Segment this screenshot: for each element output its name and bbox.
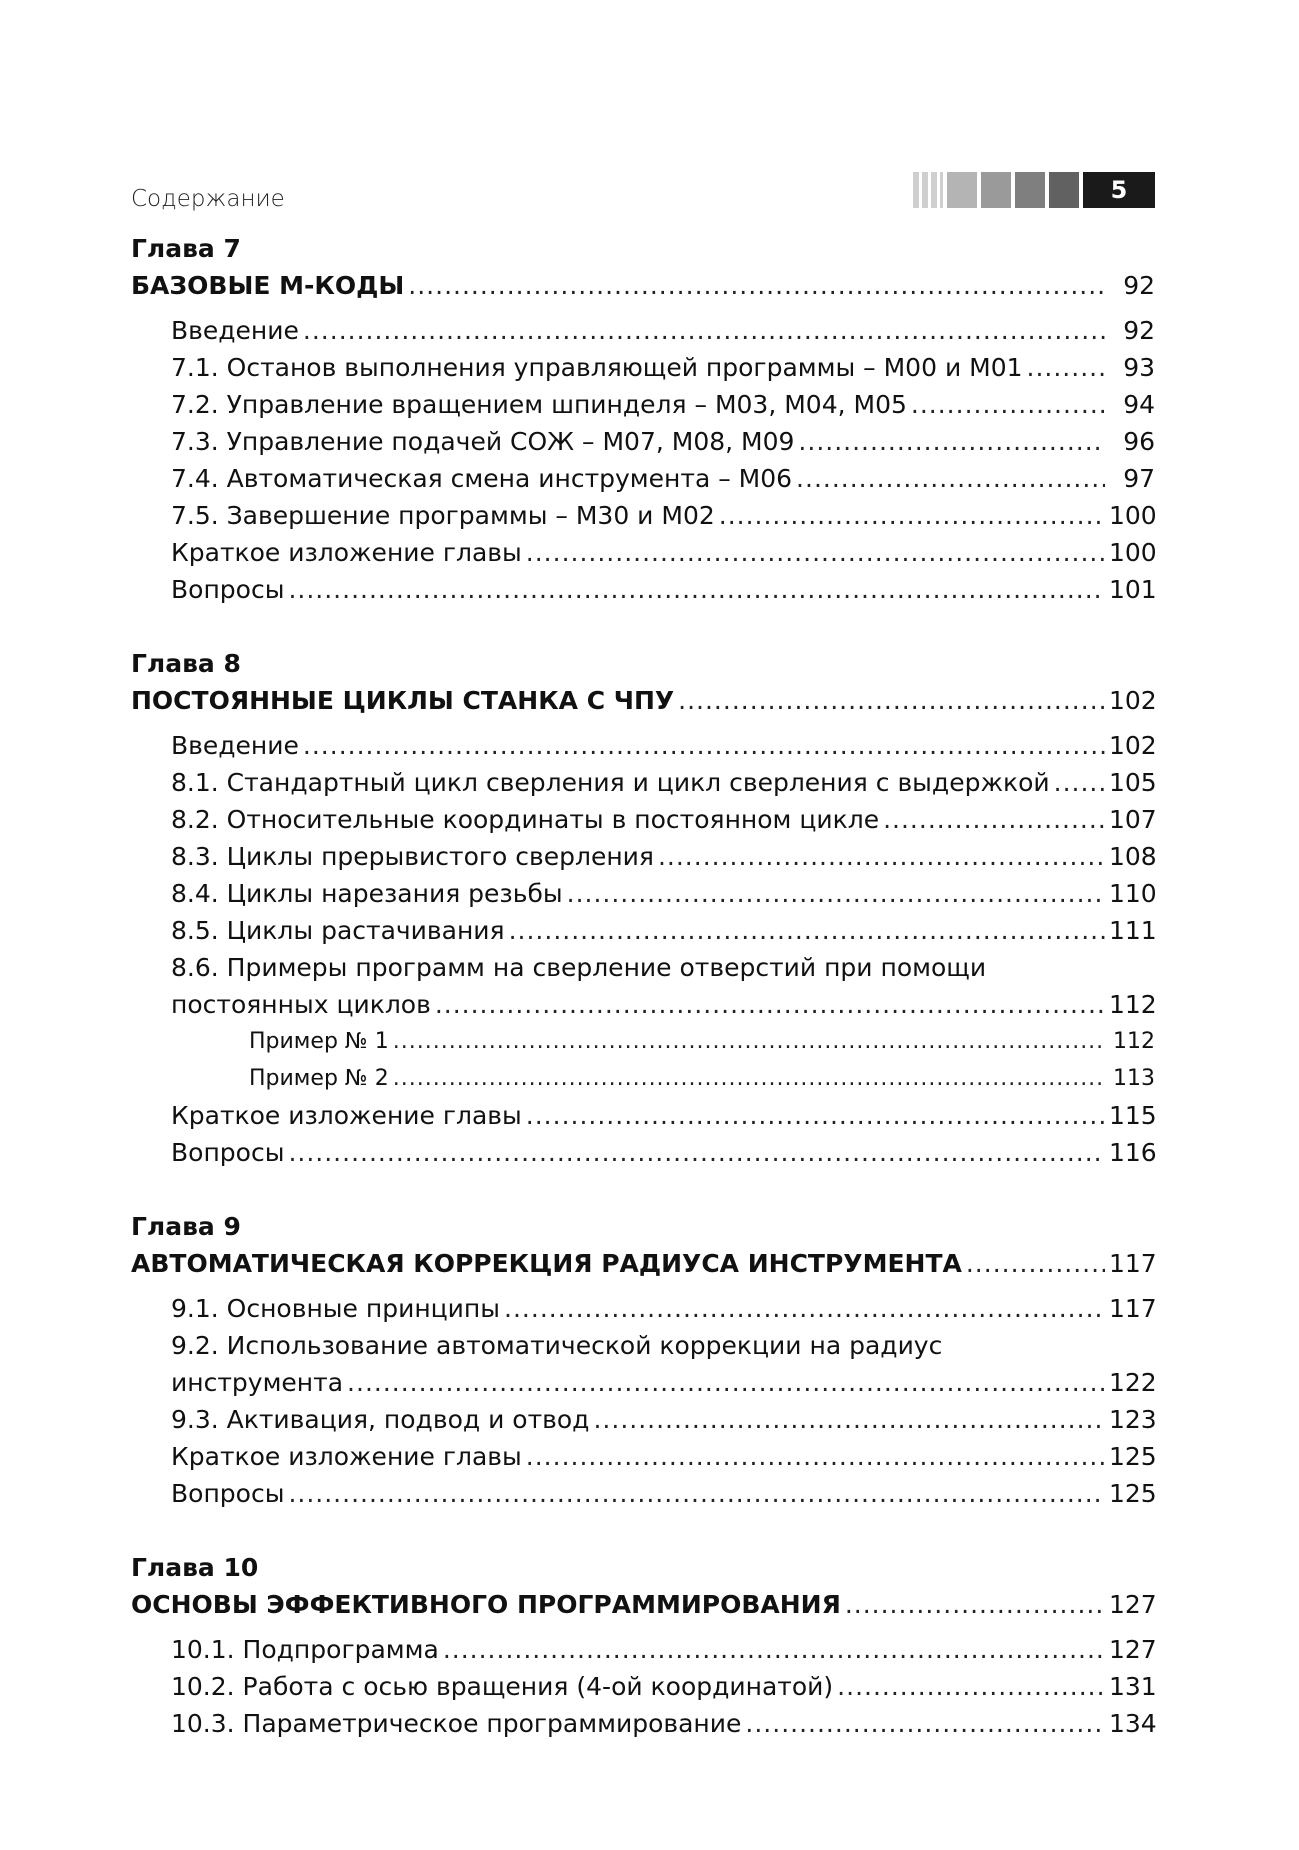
chapter-title-row[interactable] <box>131 266 1155 306</box>
dot-leader <box>303 727 1105 764</box>
toc-entry[interactable] <box>131 727 1155 764</box>
toc-entry-title: 8.3. Циклы прерывистого сверления <box>171 842 654 871</box>
toc-entry[interactable] <box>131 1668 1155 1705</box>
page-ref: 111 <box>1109 916 1157 945</box>
toc-entry-title: инструмента <box>171 1368 344 1397</box>
page-ref: 96 <box>1123 427 1155 456</box>
chapter-label: Глава 10 <box>131 1553 259 1582</box>
toc-entry[interactable] <box>131 1364 1155 1401</box>
dot-leader <box>408 266 1105 306</box>
page-ref: 92 <box>1123 271 1155 300</box>
page-ref: 110 <box>1109 879 1157 908</box>
toc-entry[interactable] <box>131 1705 1155 1742</box>
toc-entry-title: 9.3. Активация, подвод и отвод <box>171 1405 590 1434</box>
dot-leader <box>593 1401 1105 1438</box>
page-ref: 108 <box>1109 842 1157 871</box>
toc-entry[interactable] <box>131 1631 1155 1668</box>
toc-entry-title: 8.1. Стандартный цикл сверления и цикл сверления с выдержкой <box>171 768 1050 797</box>
dot-leader <box>845 1585 1105 1625</box>
strip-block <box>947 172 977 208</box>
page-ref: 102 <box>1109 686 1157 715</box>
dot-leader <box>303 312 1105 349</box>
toc-entry[interactable] <box>131 1023 1155 1060</box>
chapter-title-row[interactable] <box>131 1244 1155 1284</box>
toc-entry[interactable] <box>131 571 1155 608</box>
strip-block <box>981 172 1011 208</box>
toc-entry-title: 7.1. Останов выполнения управляющей программы – М00 и М01 <box>171 353 1023 382</box>
dot-leader <box>435 986 1105 1023</box>
table-of-contents <box>131 232 1155 1781</box>
chapter-title: ОСНОВЫ ЭФФЕКТИВНОГО ПРОГРАММИРОВАНИЯ <box>131 1590 841 1619</box>
dot-leader <box>567 875 1105 912</box>
toc-entry[interactable] <box>131 801 1155 838</box>
page-ref: 107 <box>1109 805 1157 834</box>
toc-entry[interactable] <box>131 534 1155 571</box>
toc-entry-title: Краткое изложение главы <box>171 1101 522 1130</box>
page-ref: 116 <box>1109 1138 1157 1167</box>
toc-entry-title: постоянных циклов <box>171 990 431 1019</box>
dot-leader <box>504 1290 1105 1327</box>
toc-entry[interactable] <box>131 1097 1155 1134</box>
page-ref: 97 <box>1123 464 1155 493</box>
dot-leader <box>288 1134 1105 1171</box>
toc-entry[interactable] <box>131 1475 1155 1512</box>
page-ref: 131 <box>1109 1672 1157 1701</box>
toc-entry-title: Вопросы <box>171 1479 285 1508</box>
dot-leader <box>1054 764 1105 801</box>
dot-leader <box>911 386 1105 423</box>
page-ref: 127 <box>1109 1590 1157 1619</box>
toc-entry-title: 8.5. Циклы растачивания <box>171 916 505 945</box>
toc-entry-title: Введение <box>171 731 299 760</box>
dot-leader <box>393 1060 1105 1097</box>
page-ref: 117 <box>1109 1294 1157 1323</box>
page-ref: 92 <box>1123 316 1155 345</box>
page-ref: 93 <box>1123 353 1155 382</box>
toc-entry[interactable] <box>131 1290 1155 1327</box>
toc-entry-title: Введение <box>171 316 299 345</box>
chapter-label: Глава 9 <box>131 1212 241 1241</box>
chapter <box>131 1551 1155 1742</box>
page-number: 5 <box>1083 172 1155 208</box>
page-ref: 123 <box>1109 1405 1157 1434</box>
page-ref: 102 <box>1109 731 1157 760</box>
page-ref: 105 <box>1109 768 1157 797</box>
toc-entry[interactable] <box>131 838 1155 875</box>
toc-entry[interactable] <box>131 349 1155 386</box>
toc-entry[interactable] <box>131 1060 1155 1097</box>
page-ref: 134 <box>1109 1709 1157 1738</box>
toc-entry-title: 7.4. Автоматическая смена инструмента – М06 <box>171 464 793 493</box>
page-ref: 115 <box>1109 1101 1157 1130</box>
toc-entry[interactable] <box>131 423 1155 460</box>
chapter-title: БАЗОВЫЕ М-КОДЫ <box>131 271 405 300</box>
toc-entry[interactable] <box>131 1401 1155 1438</box>
chapter <box>131 647 1155 1171</box>
toc-entry-title: 9.1. Основные принципы <box>171 1294 501 1323</box>
dot-leader <box>393 1023 1105 1060</box>
dot-leader <box>347 1364 1105 1401</box>
toc-entry[interactable] <box>131 1134 1155 1171</box>
chapter-title-row[interactable] <box>131 1585 1155 1625</box>
dot-leader <box>288 571 1105 608</box>
dot-leader <box>526 1097 1105 1134</box>
page-ref: 117 <box>1109 1249 1157 1278</box>
page-ref: 100 <box>1109 538 1157 567</box>
toc-entry[interactable] <box>131 1438 1155 1475</box>
header-strip <box>913 172 1155 208</box>
toc-entry[interactable] <box>131 460 1155 497</box>
dot-leader <box>678 681 1105 721</box>
dot-leader <box>1027 349 1105 386</box>
dot-leader <box>796 460 1105 497</box>
page-header <box>131 172 1155 212</box>
toc-entry-title: Пример № 2 <box>249 1066 389 1091</box>
page-ref: 125 <box>1109 1442 1157 1471</box>
dot-leader <box>288 1475 1105 1512</box>
toc-entry[interactable] <box>131 386 1155 423</box>
chapter-title: АВТОМАТИЧЕСКАЯ КОРРЕКЦИЯ РАДИУСА ИНСТРУМЕНТА <box>131 1249 962 1278</box>
toc-entry-title: 10.2. Работа с осью вращения (4-ой координатой) <box>171 1672 834 1701</box>
page-ref: 94 <box>1123 390 1155 419</box>
page-ref: 122 <box>1109 1368 1157 1397</box>
running-title: Содержание <box>131 186 285 212</box>
dot-leader <box>745 1705 1105 1742</box>
toc-entry-title: Краткое изложение главы <box>171 1442 522 1471</box>
toc-entry-line: 9.2. Использование автоматической коррекции на радиус <box>171 1331 943 1360</box>
dot-leader <box>509 912 1105 949</box>
dot-leader <box>526 1438 1105 1475</box>
toc-entry-title: 7.3. Управление подачей СОЖ – М07, М08, М09 <box>171 427 795 456</box>
dot-leader <box>837 1668 1105 1705</box>
dot-leader <box>883 801 1105 838</box>
page-ref: 112 <box>1113 1029 1155 1054</box>
dot-leader <box>658 838 1105 875</box>
chapter-label: Глава 7 <box>131 234 241 263</box>
toc-entry-title: 10.3. Параметрическое программирование <box>171 1709 742 1738</box>
toc-entry-title: Вопросы <box>171 575 285 604</box>
chapter-title-row[interactable] <box>131 681 1155 721</box>
toc-entry-title: Пример № 1 <box>249 1029 389 1054</box>
dot-leader <box>526 534 1105 571</box>
toc-entry-title: 10.1. Подпрограмма <box>171 1635 439 1664</box>
chapter-title: ПОСТОЯННЫЕ ЦИКЛЫ СТАНКА С ЧПУ <box>131 686 675 715</box>
toc-entry[interactable] <box>131 497 1155 534</box>
dot-leader <box>443 1631 1105 1668</box>
toc-entry[interactable] <box>131 312 1155 349</box>
toc-entry-title: 7.5. Завершение программы – М30 и М02 <box>171 501 715 530</box>
chapter <box>131 232 1155 608</box>
dot-leader <box>719 497 1105 534</box>
chapter-label: Глава 8 <box>131 649 241 678</box>
dot-leader <box>798 423 1105 460</box>
toc-entry-line: 8.6. Примеры программ на сверление отверстий при помощи <box>171 953 987 982</box>
page-ref: 112 <box>1109 990 1157 1019</box>
page-ref: 125 <box>1109 1479 1157 1508</box>
dot-leader <box>966 1244 1105 1284</box>
strip-block <box>1049 172 1079 208</box>
toc-entry-title: 8.4. Циклы нарезания резьбы <box>171 879 563 908</box>
page-ref: 127 <box>1109 1635 1157 1664</box>
toc-entry[interactable] <box>131 875 1155 912</box>
toc-entry-title: Краткое изложение главы <box>171 538 522 567</box>
toc-entry[interactable] <box>131 764 1155 801</box>
page-ref: 101 <box>1109 575 1157 604</box>
strip-block <box>1015 172 1045 208</box>
toc-entry-title: Вопросы <box>171 1138 285 1167</box>
toc-entry[interactable] <box>131 912 1155 949</box>
page-ref: 113 <box>1113 1066 1155 1091</box>
toc-entry-title: 8.2. Относительные координаты в постоянном цикле <box>171 805 880 834</box>
toc-entry-title: 7.2. Управление вращением шпинделя – М03, М04, М05 <box>171 390 907 419</box>
toc-entry[interactable] <box>131 986 1155 1023</box>
chapter <box>131 1210 1155 1512</box>
page-ref: 100 <box>1109 501 1157 530</box>
strip-block <box>913 172 943 208</box>
